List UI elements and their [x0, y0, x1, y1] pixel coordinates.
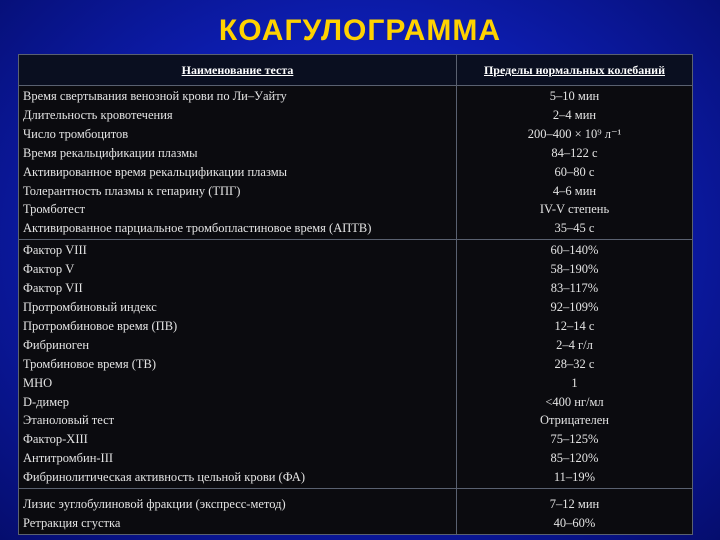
normal-value: 40–60% — [553, 515, 596, 530]
test-name: Антитромбин-III — [23, 451, 114, 466]
normal-value: 85–120% — [550, 451, 599, 466]
normal-values-cell — [457, 86, 693, 240]
normal-value: 35–45 с — [554, 221, 595, 236]
test-name: Фибринолитическая активность цельной крови (ФА) — [23, 470, 305, 485]
header-test-name: Наименование теста — [19, 55, 457, 86]
test-name: Фактор V — [23, 262, 75, 277]
test-name: Время рекальцификации плазмы — [23, 145, 198, 160]
normal-value: 11–19% — [553, 470, 596, 485]
normal-value: 1 — [571, 375, 578, 390]
normal-value: 75–125% — [550, 432, 599, 447]
normal-value: 83–117% — [550, 281, 599, 296]
normal-value: Отрицателен — [540, 413, 609, 428]
test-name: Протромбиновое время (ПВ) — [23, 318, 178, 333]
test-name: Этаноловый тест — [23, 413, 115, 428]
test-name: Фибриноген — [23, 337, 90, 352]
test-name: МНО — [23, 375, 53, 390]
normal-value: 7–12 мин — [549, 497, 600, 512]
normal-value: 60–140% — [550, 243, 599, 258]
test-name: Толерантность плазмы к гепарину (ТПГ) — [23, 183, 241, 198]
normal-value: 60–80 с — [554, 164, 595, 179]
test-name: Время свертывания венозной крови по Ли–Уайту — [23, 89, 287, 103]
test-name: Длительность кровотечения — [23, 107, 173, 122]
header-normal-range: Пределы нормальных колебаний — [457, 55, 693, 86]
test-name: Активированное время рекальцификации плазмы — [23, 164, 288, 179]
normal-value: 58–190% — [550, 262, 599, 277]
table-row-group-1 — [19, 86, 693, 240]
page-title: КОАГУЛОГРАММА — [218, 14, 502, 47]
normal-value: 28–32 с — [554, 356, 595, 371]
test-names-cell — [19, 240, 457, 489]
test-name: Число тромбоцитов — [23, 126, 129, 141]
test-name: Лизис эуглобулиновой фракции (экспресс-метод) — [23, 497, 286, 512]
test-name: Фактор VII — [23, 281, 83, 296]
test-name: Тромбиновое время (ТВ) — [23, 356, 156, 371]
test-name: Протромбиновый индекс — [23, 299, 157, 314]
normal-value: 2–4 мин — [552, 107, 597, 122]
normal-value: 92–109% — [550, 299, 599, 314]
table-header-row — [19, 55, 693, 86]
table-row-group-2 — [19, 240, 693, 489]
test-names-cell — [19, 86, 457, 240]
normal-value: 4–6 мин — [552, 183, 597, 198]
test-name: Ретракция сгустка — [23, 515, 121, 530]
normal-value: 12–14 с — [554, 318, 595, 333]
normal-values-cell — [457, 240, 693, 489]
test-names-cell — [19, 489, 457, 535]
test-name: Активированное парциальное тромбопластиновое время (АПТВ) — [23, 221, 372, 236]
normal-value: 84–122 с — [551, 145, 598, 160]
normal-value: 200–400 × 10⁹ л⁻¹ — [527, 126, 622, 141]
table-row-group-3 — [19, 489, 693, 535]
coagulogram-table — [18, 54, 693, 535]
normal-value: 5–10 мин — [549, 89, 600, 103]
normal-value: 2–4 г/л — [556, 337, 593, 352]
normal-values-cell — [457, 489, 693, 535]
test-name: D-димер — [23, 394, 69, 409]
normal-value: IV-V степень — [539, 202, 610, 217]
test-name: Фактор-XIII — [23, 432, 88, 447]
test-name: Тромботест — [23, 202, 86, 217]
test-name: Фактор VIII — [23, 243, 87, 258]
normal-value: <400 нг/мл — [545, 394, 604, 409]
